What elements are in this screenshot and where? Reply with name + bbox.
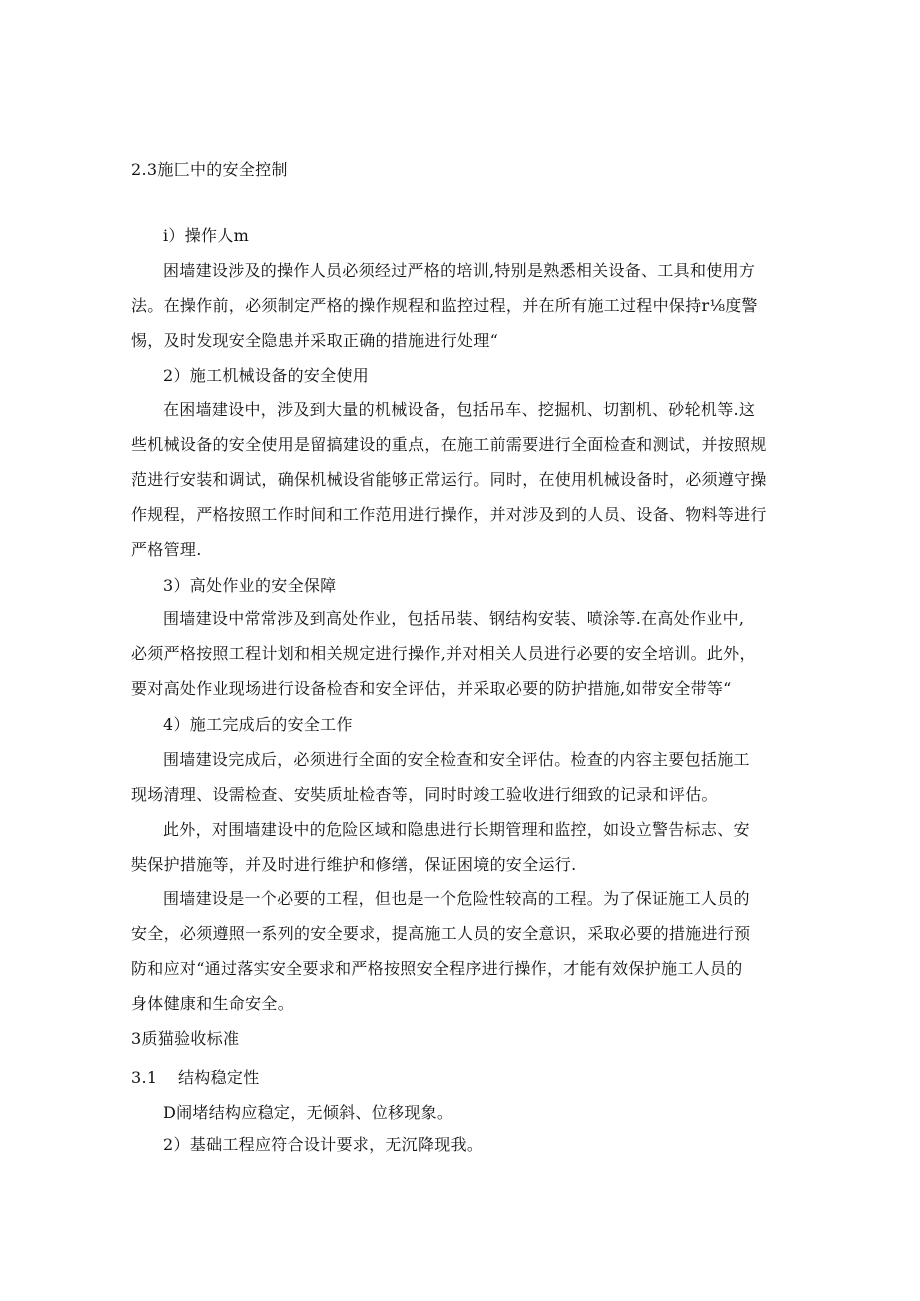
para-2-line: 严格管理. [131, 540, 202, 559]
para-6-line: 身体健康和生命安全。 [131, 994, 295, 1013]
section-3-1-heading [131, 1068, 260, 1088]
section-3-1-number: 3.1 [131, 1068, 158, 1087]
list-item: 2）基础工程应符合设计要求，无沉降现我。 [163, 1135, 484, 1154]
para-6-line: 防和应对“通过落实安全要求和严格按照安全程序进行操作，才能有效保护施工人员的 [131, 959, 743, 978]
item-4-heading: 4）施工完成后的安全工作 [163, 715, 353, 734]
para-6-line: 围墙建设是一个必要的工程，但也是一个危险性较高的工程。为了保证施工人员的 [163, 889, 750, 908]
para-1-line: 法。在操作前，必须制定严格的操作规程和监控过程，并在所有施工过程中保持r⅛度警 [131, 296, 758, 315]
para-5-line: 奘保护措施等，并及时进行维护和修缮，保证困境的安全运行. [131, 855, 577, 874]
para-1-line: 惕，及时发现安全隐患并采取正确的措施进行处理“ [131, 331, 499, 350]
para-1-line: 困墙建设涉及的操作人员必须经过严格的培训,特别是熟悉相关设备、工具和使用方 [163, 261, 756, 280]
para-2-line: 在困墙建设中，涉及到大量的机械设备，包括吊车、挖掘机、切割机、砂轮机等.这 [163, 400, 756, 419]
para-2-line: 些机械设备的安全使用是留搞建设的重点，在施工前需要进行全面检查和测试，并按照规 [131, 435, 767, 454]
section-3-heading: 3质猫验收标准 [131, 1029, 240, 1048]
list-item: D闹堵结构应稳定，无倾斜、位移现象。 [163, 1103, 454, 1122]
para-6-line: 安全，必须遵照一系列的安全要求，提高施工人员的安全意识，采取必要的措施进行预 [131, 924, 751, 943]
para-2-line: 范进行安装和调试，确保机械设省能够正常运行。同时，在使用机械设备时，必须遵守操 [131, 470, 767, 489]
section-3-1-title: 结构稳定性 [178, 1068, 260, 1087]
para-2-line: 作规程，严格按照工作时间和工作范用进行操作，并对涉及到的人员、设备、物料等进行 [131, 505, 767, 524]
para-3-line: 要对高处作业现场进行设备检杳和安全评估，并采取必要的防护措施,如带安全带等“ [131, 679, 732, 698]
para-5-line: 此外，对围墙建设中的危险区域和隐患进行长期管理和监控，如设立警告标志、安 [163, 820, 750, 839]
para-3-line: 围墙建设中常常涉及到高处作业，包括吊装、钢结构安装、喷涂等.在高处作业中, [163, 609, 745, 628]
para-3-line: 必须严格按照工程计划和相关规定进行操作,并对相关人员进行必要的安全培训。此外， [131, 644, 756, 663]
para-4-line: 围墙建设完成后，必须进行全面的安全检查和安全评估。检查的内容主要包括施工 [163, 750, 750, 769]
para-4-line: 现场清理、设需检查、安奘质址检杳等，同时时竣工验收进行细致的记录和评估。 [131, 785, 718, 804]
item-2-heading: 2）施工机械设备的安全使用 [163, 366, 370, 385]
item-3-heading: 3）高处作业的安全保障 [163, 576, 337, 595]
section-2-3-heading: 2.3施匚中的安全控制 [131, 160, 288, 179]
item-1-heading: i）操作人m [163, 226, 250, 245]
